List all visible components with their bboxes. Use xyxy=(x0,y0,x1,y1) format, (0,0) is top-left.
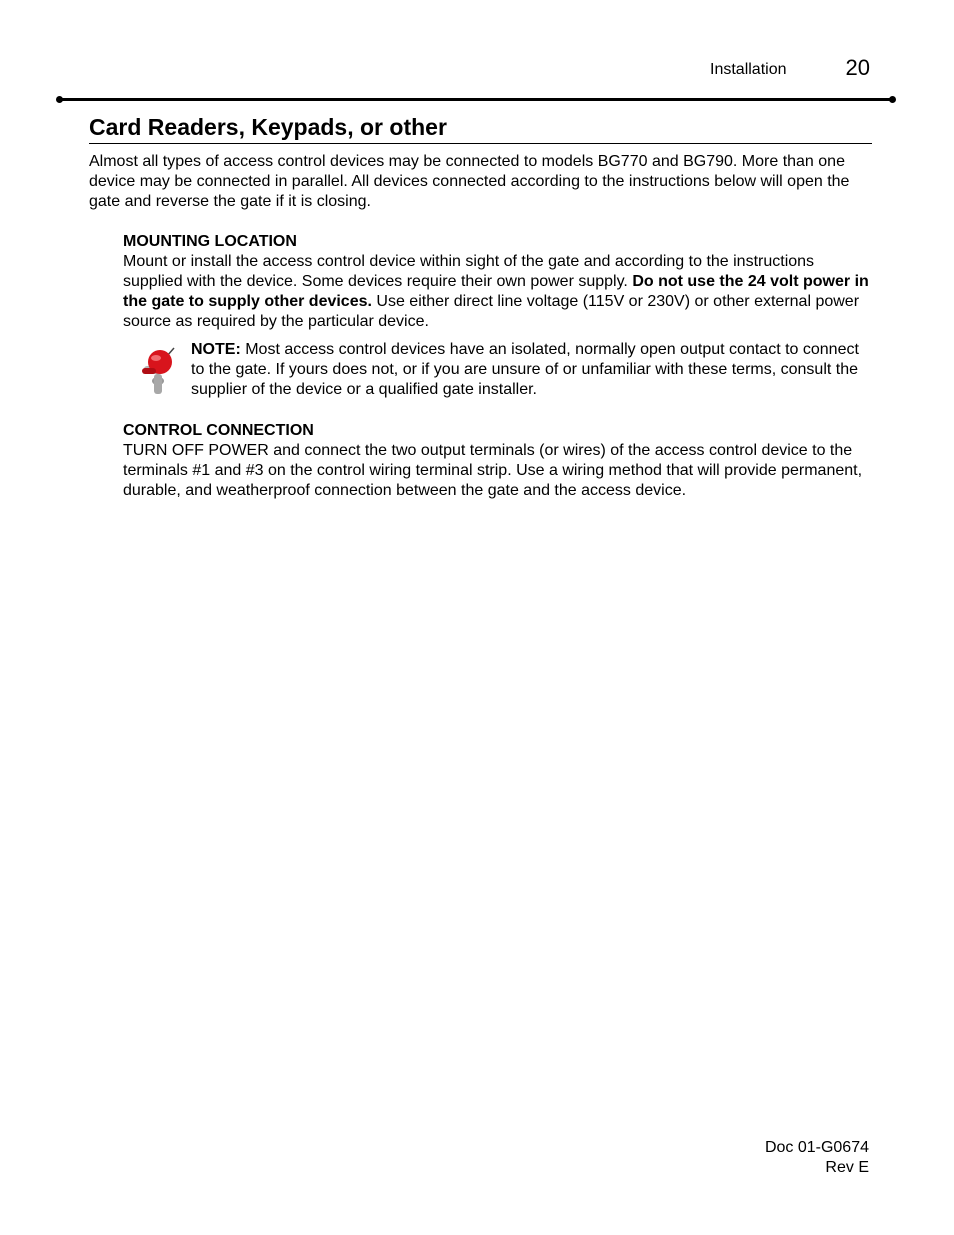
note-paragraph xyxy=(191,340,871,400)
section-label: Installation xyxy=(710,61,787,78)
intro-paragraph: Almost all types of access control devices may be connected to models BG770 and BG790. More than one device may be connected in parallel. All devices connected according to the instructions below will open the gate and reverse the gate if it is closing. xyxy=(89,153,850,210)
note-text: Most access control devices have an isolated, normally open output contact to connect to the gate. If yours does not, or if you are unsure of or unfamiliar with these terms, consult the supplier of the device or a qualified gate installer. xyxy=(191,341,859,398)
mounting-heading: MOUNTING LOCATION xyxy=(123,233,297,250)
mounting-warning-bold: Do not use the 24 volt power in the gate to supply other devices. xyxy=(123,273,869,310)
page-number: 20 xyxy=(845,55,870,80)
rule-end-dot-right xyxy=(889,96,896,103)
pushpin-icon xyxy=(136,344,180,396)
control-paragraph: TURN OFF POWER and connect the two output terminals (or wires) of the access control device to the terminals #1 and #3 on the control wiring terminal strip. Use a wiring method that will provide permanent, durable, and weatherproof connection between the gate and the access device. xyxy=(123,442,863,499)
doc-number: Doc 01-G0674 xyxy=(764,1139,869,1156)
mounting-paragraph xyxy=(123,252,873,332)
note-label: NOTE: xyxy=(191,341,241,358)
mounting-text-a: Mount or install the access control device within sight of the gate and according to the instructions supplied with the device. Some devices require their own power supply. xyxy=(123,253,815,290)
page-title: Card Readers, Keypads, or other xyxy=(89,112,872,144)
revision: Rev E xyxy=(825,1159,869,1176)
control-heading: CONTROL CONNECTION xyxy=(123,422,314,439)
header-rule xyxy=(59,98,893,101)
page-footer xyxy=(765,1138,869,1178)
header-section xyxy=(710,57,870,81)
mounting-text-b: Use either direct line voltage (115V or 230V) or other external power source as required by the particular device. xyxy=(123,293,860,330)
